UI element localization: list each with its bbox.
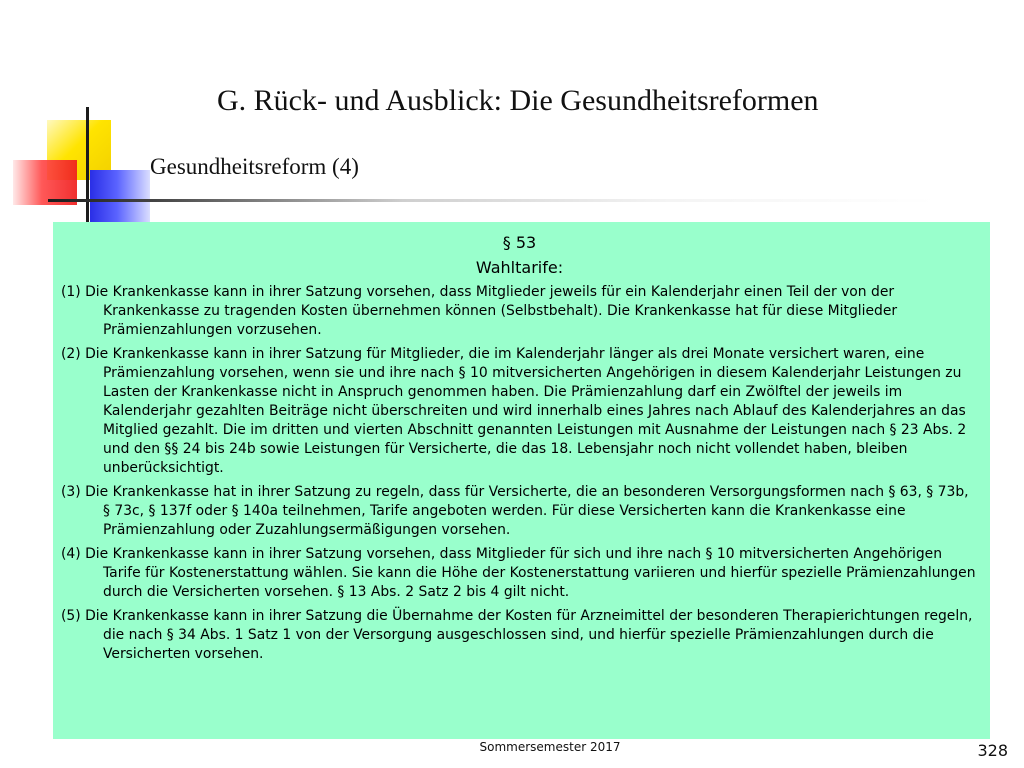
title-underline-divider xyxy=(48,199,936,202)
slide-subtitle: Gesundheitsreform (4) xyxy=(150,154,359,179)
law-paragraph-2: (2) Die Krankenkasse kann in ihrer Satzung für Mitglieder, die im Kalenderjahr länger als drei Monate versichert waren, eine Prämienzahlung vorsehen, wenn sie und ihre nach § 10 mitversicherten Angehörigen in diesem Kalenderjahr Leistungen zu Lasten der Krankenkasse nicht in Anspruch genommen haben. Die Prämienzahlung darf ein Zwölftel der jeweils im Kalenderjahr gezahlten Beiträge nicht überschreiten und wird innerhalb eines Jahres nach Ablauf des Kalenderjahres an das Mitglied gezahlt. Die im dritten und vierten Abschnitt genannten Leistungen mit Ausnahme der Leistungen nach § 23 Abs. 2 und den §§ 24 bis 24b sowie Leistungen für Versicherte, die das 18. Lebensjahr noch nicht vollendet haben, bleiben unberücksichtigt. xyxy=(61,346,967,476)
law-paragraph-1: (1) Die Krankenkasse kann in ihrer Satzung vorsehen, dass Mitglieder jeweils für ein Kalenderjahr einen Teil der von der Krankenkasse zu tragenden Kosten übernehmen können (Selbstbehalt). Die Krankenkasse hat für diese Mitglieder Prämienzahlungen vorzusehen. xyxy=(61,284,898,338)
law-paragraph-3: (3) Die Krankenkasse hat in ihrer Satzung zu regeln, dass für Versicherte, die an besonderen Versorgungsformen nach § 63, § 73b, § 73c, § 137f oder § 140a teilnehmen, Tarife angeboten werden. Für diese Versicherten kann die Krankenkasse eine Prämienzahlung oder Zuzahlungsermäßigungen vorsehen. xyxy=(61,484,969,538)
page-number: 328 xyxy=(977,741,1008,760)
logo-blue-square xyxy=(90,170,150,222)
law-text-box xyxy=(53,222,990,739)
section-heading: Wahltarife: xyxy=(475,258,564,277)
law-paragraph-5: (5) Die Krankenkasse kann in ihrer Satzung die Übernahme der Kosten für Arzneimittel der besonderen Therapierichtungen regeln, die nach § 34 Abs. 1 Satz 1 von der Versorgung ausgeschlossen sind, und hierfür spezielle Prämienzahlungen durch die Versicherten vorsehen. xyxy=(61,608,973,662)
paragraph-number: § 53 xyxy=(502,233,537,252)
law-paragraph-4: (4) Die Krankenkasse kann in ihrer Satzung vorsehen, dass Mitglieder für sich und ihre nach § 10 mitversicherten Angehörigen Tarife für Kostenerstattung wählen. Sie kann die Höhe der Kostenerstattung variieren und hierfür spezielle Prämienzahlungen durch die Versicherten vorsehen. § 13 Abs. 2 Satz 2 bis 4 gilt nicht. xyxy=(61,546,976,600)
slide-title: G. Rück- und Ausblick: Die Gesundheitsreformen xyxy=(217,84,819,117)
logo-vertical-line xyxy=(86,107,89,225)
footer-semester: Sommersemester 2017 xyxy=(479,740,621,754)
